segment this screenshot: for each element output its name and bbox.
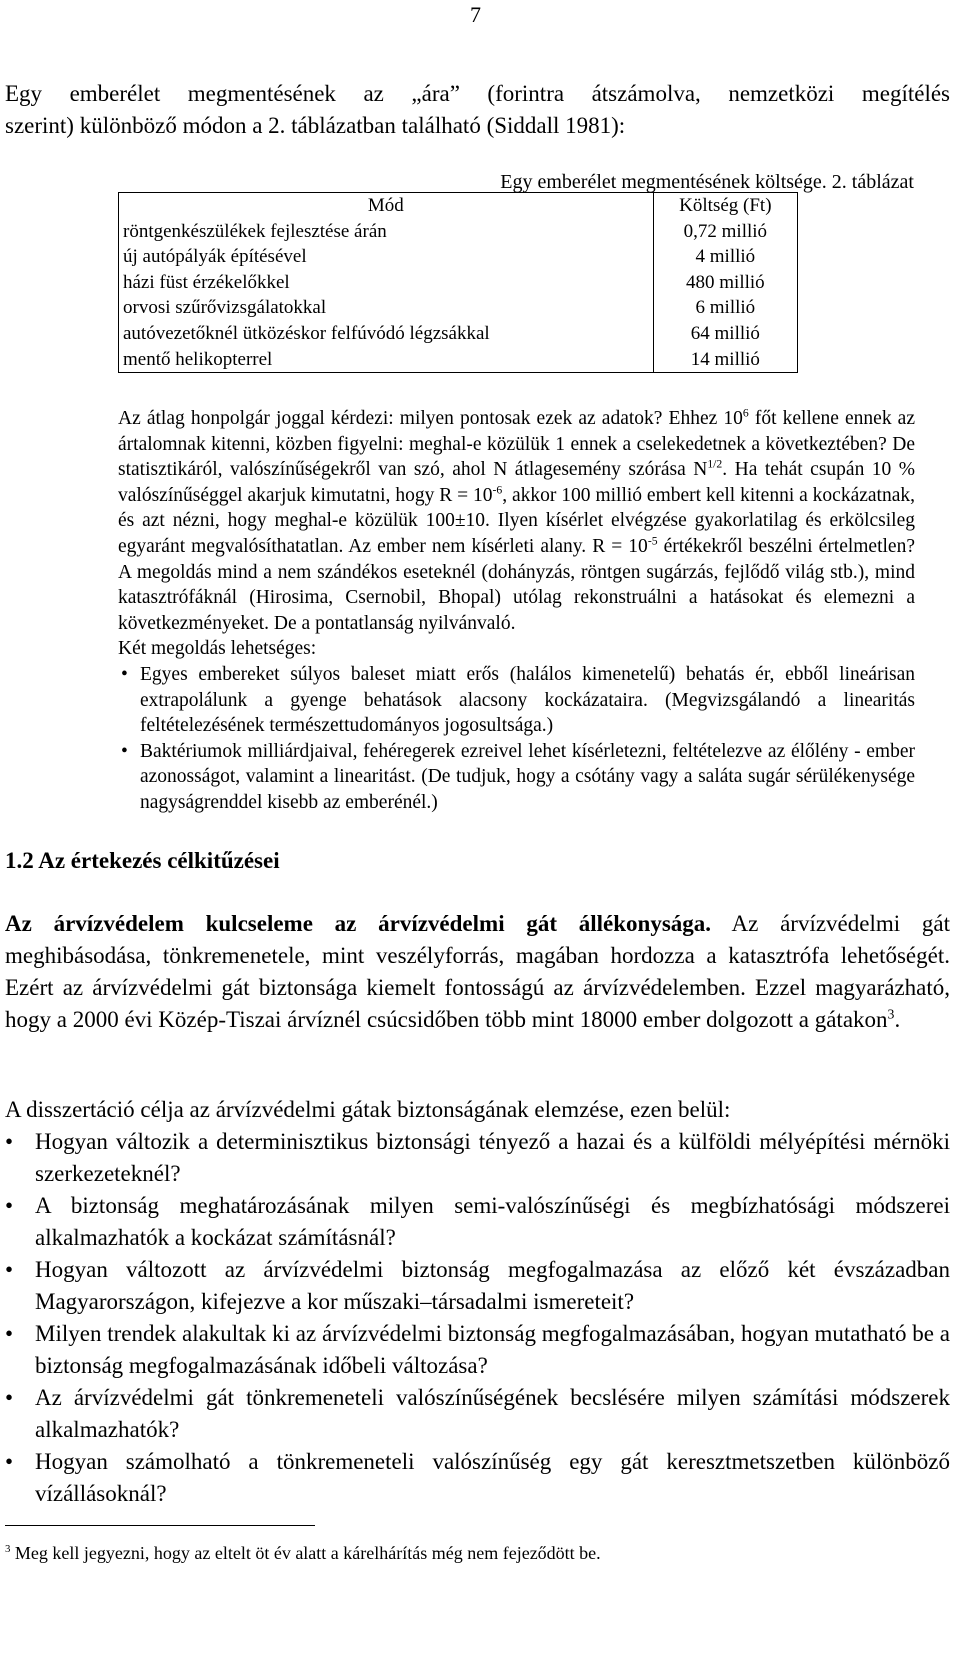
page-number: 7: [470, 2, 481, 27]
table-row: [119, 295, 798, 321]
section-paragraph-1: Az árvízvédelem kulcseleme az árvízvédelmi gát állékonysága. Az árvízvédelmi gát meghibásodása, tönkremenetele, mint veszélyforrás, magában hordozza a katasztrófa lehetőségét. Ezért az árvízvédelmi gát biztonsága kiemelt fontosságú az árvízvédelemben. Ezzel magyarázható, hogy a 2000 évi Közép-Tiszai árvíznél csúcsidőben több mint 18000 ember dolgozott a gátakon$^3$.: [5, 911, 950, 1032]
bullet-icon: •: [121, 740, 128, 762]
cost-table: [118, 192, 798, 373]
bullet-icon: •: [5, 1321, 14, 1346]
row-mode: autóvezetőknél ütközéskor felfúvódó légzsákkal: [123, 322, 490, 344]
row-cost: 480 millió: [653, 270, 797, 296]
table-row: [119, 219, 798, 245]
row-cost: 6 millió: [653, 295, 797, 321]
col-header-mode: Mód: [367, 195, 404, 216]
list-item: • Egyes embereket súlyos baleset miatt erős (halálos kimenetelű) behatás ér, ebből lineárisan extrapolálunk a gyenge behatások alacsony kockázataira. (Megvizsgálandó a linearitás feltételezésének természettudományos jogosultsága.): [121, 664, 915, 737]
bullet-icon: •: [5, 1257, 14, 1282]
section-heading: 1.2 Az értekezés célkitűzései: [5, 848, 280, 873]
table-row: [119, 321, 798, 347]
col-header-cost: Költség (Ft): [653, 193, 797, 219]
table-row: [119, 270, 798, 296]
bullet-icon: •: [5, 1193, 14, 1218]
table-row: [119, 347, 798, 373]
bullet-icon: •: [5, 1449, 14, 1474]
bullet-icon: •: [121, 664, 128, 685]
row-mode: mentő helikopterrel: [123, 348, 273, 370]
intro-line-1: Egy emberélet megmentésének az „ára” (forintra átszámolva, nemzetközi megítélés: [5, 81, 950, 106]
small-bullet-list: [118, 662, 915, 816]
intro-line-2: szerint) különböző módon a 2. táblázatban található (Siddall 1981):: [5, 113, 626, 138]
footnote-divider: [5, 1525, 315, 1526]
list-item: • Milyen trendek alakultak ki az árvízvédelmi biztonság megfogalmazásában, hogyan mutatható be a biztonság megfogalmazásának időbeli változása?: [5, 1318, 950, 1382]
table-row: [119, 244, 798, 270]
ways-label: Két megoldás lehetséges:: [118, 638, 317, 659]
list-item: • Hogyan számolható a tönkremeneteli valószínűség egy gát keresztmetszetben különböző vízállásoknál?: [5, 1446, 950, 1510]
row-mode: röntgenkészülékek fejlesztése árán: [123, 220, 387, 242]
row-cost: 4 millió: [653, 244, 797, 270]
row-cost: 64 millió: [653, 321, 797, 347]
list-item: • Hogyan változik a determinisztikus biztonsági tényező a hazai és a külföldi mélyépítési mérnöki szerkezeteknél?: [5, 1126, 950, 1190]
bullet-icon: •: [5, 1129, 14, 1154]
row-mode: új autópályák építésével: [123, 246, 307, 268]
list-item: • A biztonság meghatározásának milyen semi-valószínűségi és megbízhatósági módszerei alkalmazhatók a kockázat számításnál?: [5, 1190, 950, 1254]
goals-bullet-list: [5, 1126, 950, 1510]
table-caption: Egy emberélet megmentésének költsége. 2. táblázat: [500, 171, 914, 193]
row-mode: házi füst érzékelőkkel: [123, 271, 290, 293]
section-paragraph-2: A disszertáció célja az árvízvédelmi gátak biztonságának elemzése, ezen belül:: [5, 1097, 731, 1122]
row-cost: 14 millió: [653, 347, 797, 373]
small-paragraph: Az átlag honpolgár joggal kérdezi: milyen pontosak ezek az adatok? Ehhez $10^6$ főt kellene ennek az ártalomnak kitenni, közben figyelni: meghal-e közülük 1 ennek a cselekedetnek a következtében? De statisztikáról, valószínűségekről van szó, ahol N átlagesemény szórása $N^{1/2}$. Ha tehát csupán 10 % valószínűséggel akarjuk kimutatni, hogy $R = 10^{-6}$, akkor 100 millió embert kell kitenni a kockázatnak, és azt nézni, hogy meghal-e közülük 100±10. Ilyen kísérlet elvégzése gyakorlatilag és erkölcsileg egyaránt megvalósíthatatlan. Az ember nem kísérleti alany. $R = 10^{-5}$ értékekről beszélni értelmetlen? A megoldás mind a nem szándékos eseteknél (dohányzás, röntgen sugárzás, fejlődő világ stb.), mind katasztrófáknál (Hirosima, Csernobil, Bhopal) utólag rekonstruálni a hatásokat és elemezni a következményeket. De a pontatlanság nyilvánvaló.: [118, 406, 916, 634]
row-mode: orvosi szűrővizsgálatokkal: [123, 297, 327, 319]
row-cost: 0,72 millió: [653, 219, 797, 245]
table-header-row: [119, 193, 798, 219]
list-item: • Az árvízvédelmi gát tönkremeneteli valószínűségének becslésére milyen számítási módszerek alkalmazhatók?: [5, 1382, 950, 1446]
footnote: $^3$ Meg kell jegyezni, hogy az eltelt öt év alatt a kárelhárítás még nem fejeződött be.: [5, 1543, 601, 1563]
bullet-icon: •: [5, 1385, 14, 1410]
list-item: • Baktériumok milliárdjaival, fehéregerek ezreivel lehet kísérletezni, feltételezve az élőlény - ember azonosságot, valamint a linearitást. (De tudjuk, hogy a csótány vagy a saláta sugár sérülékenysége nagyságrenddel kisebb az emberénél.): [121, 740, 915, 813]
list-item: • Hogyan változott az árvízvédelmi biztonság megfogalmazása az előző két évszázadban Magyarországon, kifejezve a kor műszaki–társadalmi ismereteit?: [5, 1254, 950, 1318]
